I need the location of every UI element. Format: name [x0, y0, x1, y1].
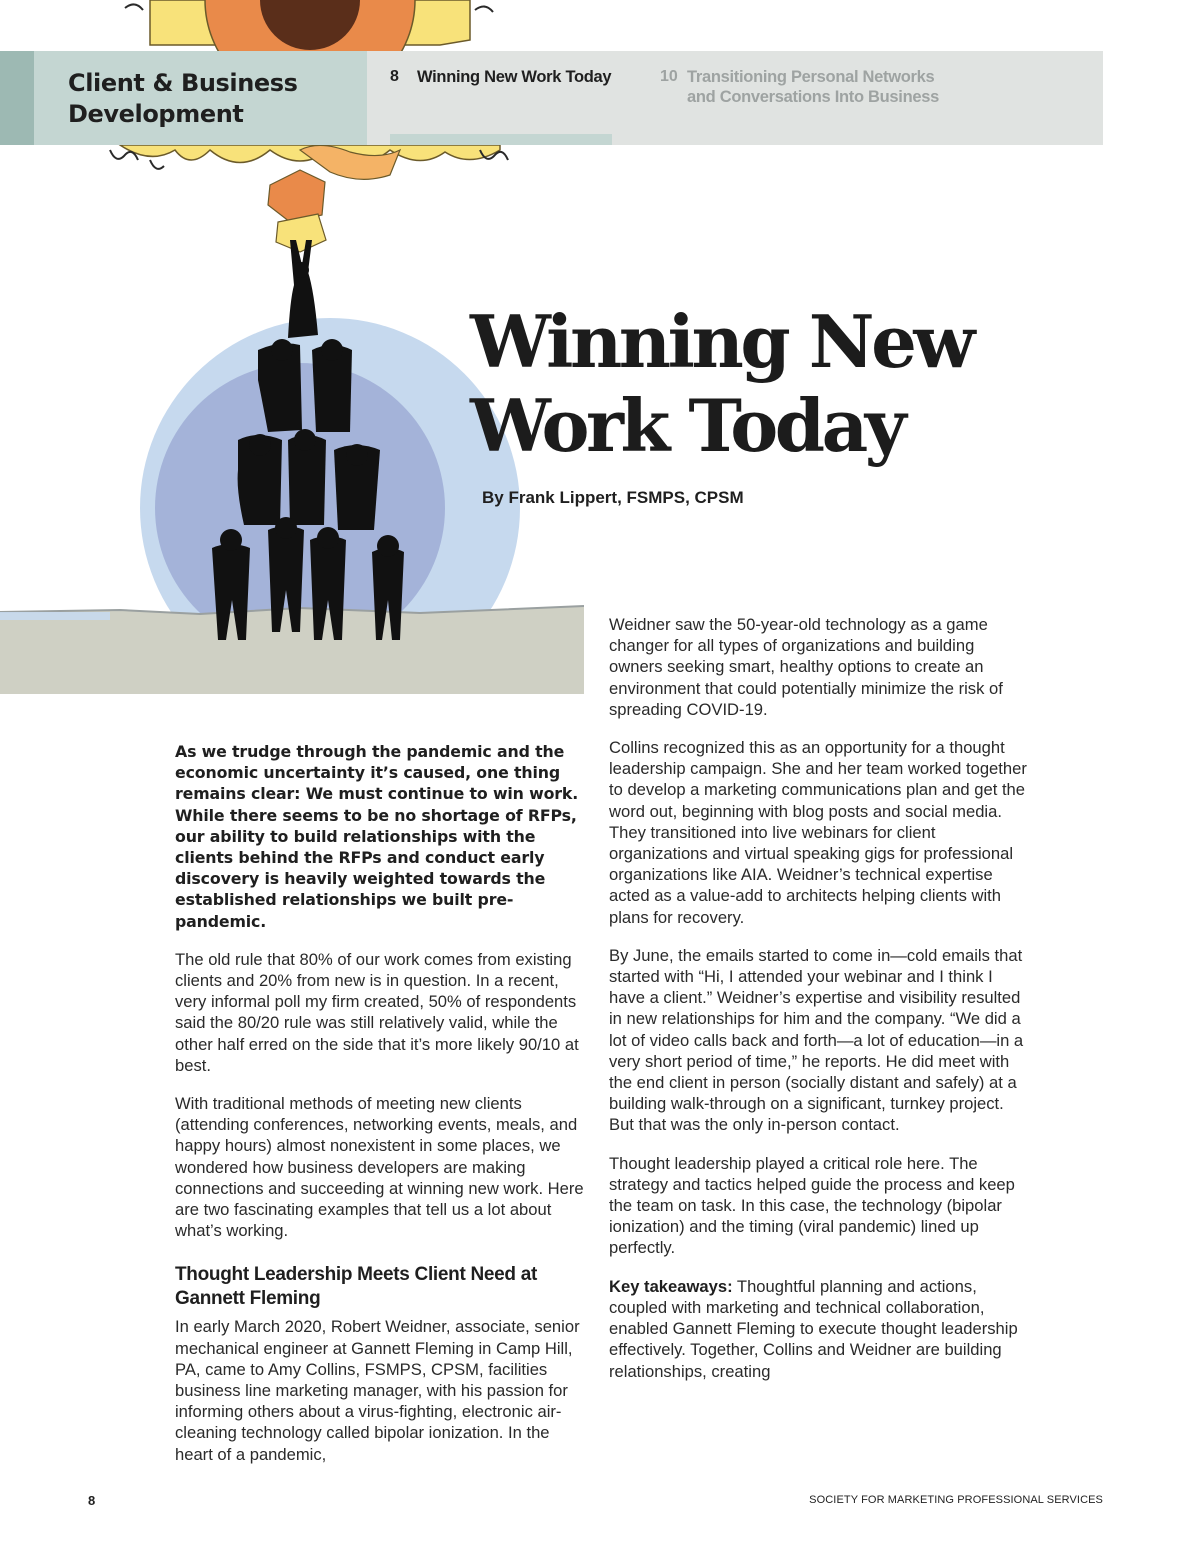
- key-takeaways-paragraph: [609, 1276, 1029, 1382]
- footer-organization: SOCIETY FOR MARKETING PROFESSIONAL SERVICES: [809, 1494, 1103, 1506]
- article-title-line: Winning New: [470, 299, 972, 384]
- toc-item-transitioning-networks[interactable]: Transitioning Personal Networks and Conversations Into Business: [687, 68, 940, 106]
- article-paragraph: Weidner saw the 50-year-old technology as a game changer for all types of organizations and building owners seeking smart, healthy options to create an environment that could potentially minimize the risk of spreading COVID-19.: [609, 615, 1003, 719]
- key-takeaways-label: Key takeaways:: [609, 1276, 733, 1296]
- article-subheading: Thought Leadership Meets Client Need at Gannett Fleming: [175, 1264, 538, 1310]
- page-number: 8: [88, 1493, 96, 1508]
- toc-item-number[interactable]: 10: [660, 68, 678, 85]
- article-paragraph: Collins recognized this as an opportunity for a thought leadership campaign. She and her team worked together to develop a marketing communications plan and get the word out, beginning with blog posts and social media. They transitioned into live webinars for client organizations and virtual speaking gigs for professional organizations like AIA. Weidner’s technical expertise acted as a value-add to architects helping clients with plans for recovery.: [609, 738, 1027, 927]
- article-paragraph: By June, the emails started to come in—cold emails that started with “Hi, I attended your webinar and I think I have a client.” Weidner’s expertise and visibility resulted in new relationships for him and the company. “We did a lot of video calls back and forth—a lot of education—in a very short period of time,” he reports. He did meet with the end client in person (socially distant and safely) at a building walk-through on a significant, turnkey project. But that was the only in-person contact.: [609, 945, 1024, 1135]
- article-title-line: Work Today: [470, 383, 904, 468]
- toc-item-winning-new-work[interactable]: Winning New Work Today: [417, 68, 612, 86]
- section-title: Client & Business Development: [68, 69, 298, 128]
- article-byline: By Frank Lippert, FSMPS, CPSM: [482, 488, 744, 507]
- toc-active-indicator: [390, 134, 612, 145]
- article-paragraph: Thought leadership played a critical role here. The strategy and tactics helped guide the process and keep the team on task. In this case, the technology (bipolar ionization) and the timing (viral pandemic) lined up perfectly.: [609, 1153, 1015, 1258]
- article-intro: As we trudge through the pandemic and the economic uncertainty it’s caused, one thing remains clear: We must continue to win work. While there seems to be no shortage of RFPs, our ability to build relationships with the clients behind the RFPs and conduct early discovery is heavily weighted towards the established relationships we built pre-pandemic.: [175, 742, 579, 931]
- toc-item-number[interactable]: 8: [390, 68, 399, 85]
- article-column-left: [175, 741, 585, 1482]
- article-paragraph: The old rule that 80% of our work comes from existing clients and 20% from new is in question. In a recent, very informal poll my firm created, 50% of respondents said the 80/20 rule was still relatively valid, while the other half erred on the side that it’s more likely 90/10 at best.: [175, 949, 579, 1075]
- section-header-accent: [0, 51, 34, 145]
- article-paragraph: In early March 2020, Robert Weidner, associate, senior mechanical engineer at Gannett Fleming in Camp Hill, PA, came to Amy Collins, FSMPS, CPSM, facilities business line marketing manager, with his passion for informing others about a virus-fighting, electronic air-cleaning technology called bipolar ionization. In the heart of a pandemic,: [175, 1317, 580, 1464]
- article-column-right: [609, 614, 1029, 1399]
- article-title: [470, 300, 990, 468]
- article-paragraph: With traditional methods of meeting new clients (attending conferences, networking events, meals, and happy hours) almost nonexistent in some places, we wondered how business developers are making connections and succeeding at winning new work. Here are two fascinating examples that tell us a lot about what’s working.: [175, 1094, 584, 1241]
- key-takeaways-text: Thoughtful planning and actions, coupled with marketing and technical collaboration, enabled Gannett Fleming to execute thought leadership effectively. Together, Collins and Weidner are building relationships, creating: [609, 1276, 1018, 1381]
